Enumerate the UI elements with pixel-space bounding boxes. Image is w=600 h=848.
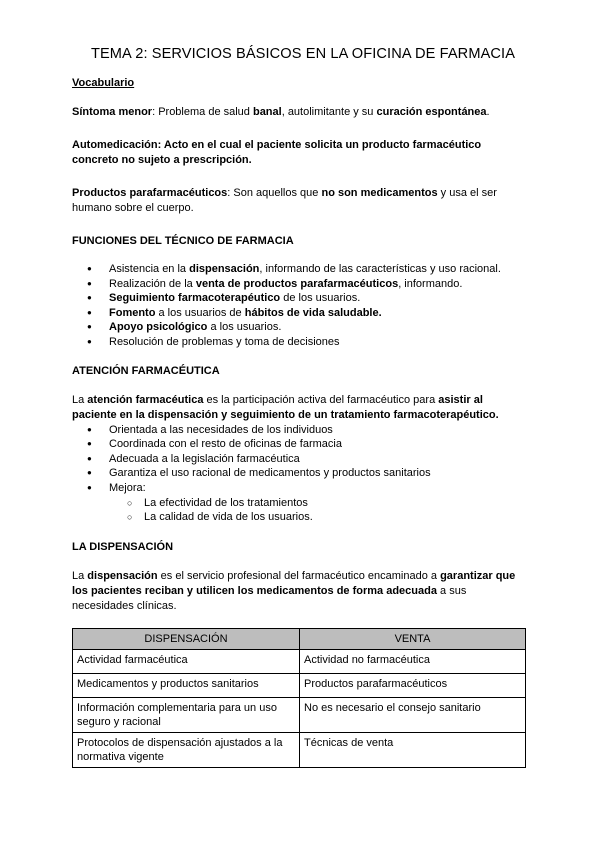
item-text: Asistencia en la <box>109 263 190 275</box>
sintoma-text-3: . <box>486 106 490 118</box>
list-item: ● Orientada a las necesidades de los individuos <box>72 423 528 438</box>
table-header-venta: VENTA <box>300 628 526 649</box>
dispensacion-bold-2: garantizar que los pacientes reciban y utilicen los medicamentos de forma adecuada <box>72 569 516 597</box>
table-header-dispensacion: DISPENSACIÓN <box>73 628 300 649</box>
parafarmaceuticos-bold-1: no son medicamentos <box>321 187 438 199</box>
item-text: Realización de la <box>109 277 196 290</box>
list-item: ● Garantiza el uso racional de medicamentos y productos sanitarios <box>72 466 528 481</box>
dispensacion-text-3: a sus necesidades clínicas. <box>72 584 467 612</box>
table-row <box>73 649 526 673</box>
dispensacion-text-2: es el servicio profesional del farmacéutico encaminado a <box>157 569 441 582</box>
list-item <box>72 306 528 321</box>
atencion-bold-2: asistir al paciente en la dispensación y seguimiento de un tratamiento farmacoterapéutico. <box>72 393 499 421</box>
atencion-text-2: es la participación activa del farmacéutico para <box>203 393 439 406</box>
table-cell: Información complementaria para un uso seguro y racional <box>73 697 300 732</box>
list-item: ● Adecuada a la legislación farmacéutica <box>72 452 528 467</box>
item-text: a los usuarios. <box>207 321 282 334</box>
dispensacion-definition <box>72 569 528 614</box>
comparison-table <box>72 628 526 768</box>
table-cell: Medicamentos y productos sanitarios <box>73 673 300 697</box>
atencion-definition <box>72 393 528 423</box>
list-item <box>72 291 528 306</box>
item-text: de los usuarios. <box>280 292 361 305</box>
table-row <box>73 673 526 697</box>
parafarmaceuticos-text-2: y usa el ser humano sobre el cuerpo. <box>72 187 497 214</box>
sintoma-term: Síntoma menor <box>72 106 153 118</box>
item-bold: Seguimiento farmacoterapéutico <box>109 292 281 305</box>
funciones-heading: FUNCIONES DEL TÉCNICO DE FARMACIA <box>72 235 294 247</box>
list-item <box>72 335 528 350</box>
list-item <box>72 277 528 292</box>
item-text: Resolución de problemas y toma de decisiones <box>109 335 340 348</box>
table-row <box>73 732 526 767</box>
sublist-item: ○ La efectividad de los tratamientos <box>72 496 528 511</box>
table-cell: No es necesario el consejo sanitario <box>300 697 526 732</box>
atencion-bold-1: atención farmacéutica <box>87 393 204 406</box>
item-bold: dispensación <box>189 263 260 275</box>
table-cell: Actividad farmacéutica <box>73 649 300 673</box>
funciones-list <box>72 262 528 350</box>
dispensacion-heading: LA DISPENSACIÓN <box>72 540 174 553</box>
page-title: TEMA 2: SERVICIOS BÁSICOS EN LA OFICINA DE FARMACIA <box>90 46 516 62</box>
item-text: , informando. <box>398 277 463 290</box>
parafarmaceuticos-definition <box>72 186 528 216</box>
list-item <box>72 320 528 335</box>
atencion-text-1: La <box>72 393 88 406</box>
table-row <box>73 697 526 732</box>
table-cell: Actividad no farmacéutica <box>300 649 526 673</box>
item-bold: hábitos de vida saludable. <box>244 306 382 319</box>
list-item: ● Mejora: <box>72 481 528 496</box>
item-text: , informando de las características y uso racional. <box>259 263 501 275</box>
automedicacion-text: Automedicación: Acto en el cual el paciente solicita un producto farmacéutico concreto no sujeto a prescripción. <box>72 139 482 166</box>
table-cell: Productos parafarmacéuticos <box>300 673 526 697</box>
table-cell: Protocolos de dispensación ajustados a la normativa vigente <box>73 732 300 767</box>
table-header-row <box>73 628 526 649</box>
mejora-sublist <box>72 496 528 525</box>
sintoma-text-1: : Problema de salud <box>152 106 253 118</box>
automedicacion-definition <box>72 138 528 168</box>
sintoma-menor-definition <box>72 105 528 120</box>
atencion-list <box>72 423 528 496</box>
dispensacion-bold-1: dispensación <box>87 569 158 582</box>
table-cell: Técnicas de venta <box>300 732 526 767</box>
sublist-item: ○ La calidad de vida de los usuarios. <box>72 510 528 525</box>
item-bold: venta de productos parafarmacéuticos <box>195 277 399 290</box>
sintoma-bold-1: banal <box>252 106 282 118</box>
item-bold: Fomento <box>109 306 156 319</box>
vocabulario-heading: Vocabulario <box>72 77 135 89</box>
item-bold: Apoyo psicológico <box>109 321 208 334</box>
atencion-heading: ATENCIÓN FARMACÉUTICA <box>72 364 220 377</box>
list-item <box>72 262 528 277</box>
dispensacion-text-1: La <box>72 569 88 582</box>
list-item: ● Coordinada con el resto de oficinas de farmacia <box>72 437 528 452</box>
parafarmaceuticos-term: Productos parafarmacéuticos <box>72 187 228 199</box>
parafarmaceuticos-text-1: : Son aquellos que <box>227 187 322 199</box>
sintoma-bold-2: curación espontánea <box>376 106 487 118</box>
sintoma-text-2: , autolimitante y su <box>281 106 377 118</box>
item-text: a los usuarios de <box>155 306 245 319</box>
